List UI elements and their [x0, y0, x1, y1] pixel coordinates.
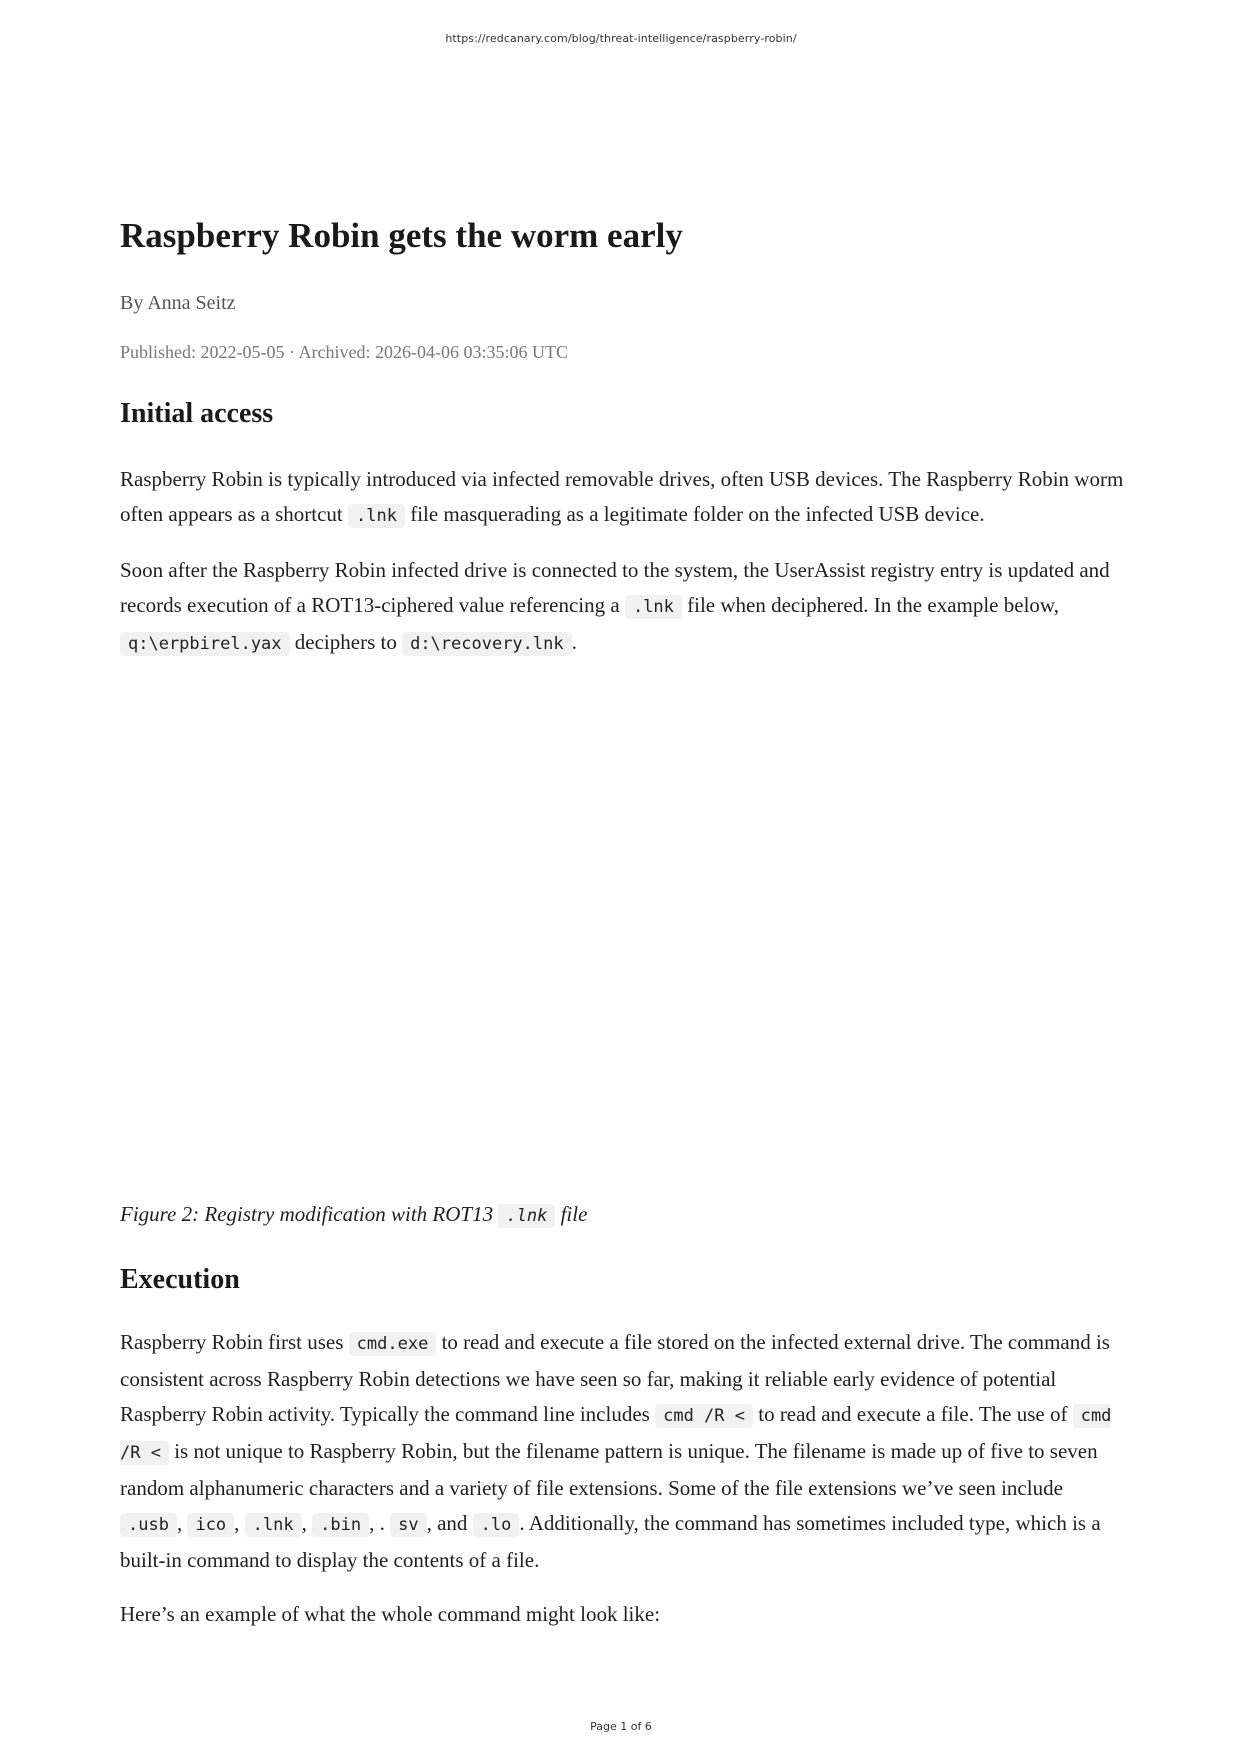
- inline-code: .lnk: [348, 504, 405, 528]
- paragraph-execution-2: Here’s an example of what the whole command might look like:: [120, 1602, 661, 1626]
- section-heading-execution: Execution: [120, 1264, 240, 1295]
- paragraph-execution-1: [120, 1325, 1125, 1578]
- text-run: ,: [301, 1511, 313, 1535]
- inline-code: d:\recovery.lnk: [402, 632, 572, 656]
- figure-caption: [120, 1197, 587, 1234]
- text-run: ,: [176, 1511, 188, 1535]
- article-byline: By Anna Seitz: [120, 292, 236, 314]
- inline-code: cmd /R <: [120, 1406, 1112, 1463]
- text-run: .: [571, 630, 577, 654]
- inline-code: .lnk: [245, 1513, 302, 1537]
- page-number: Page 1 of 6: [590, 1720, 652, 1733]
- inline-code: sv: [390, 1513, 426, 1537]
- text-run: Raspberry Robin first uses: [120, 1330, 349, 1354]
- text-run: , .: [369, 1511, 391, 1535]
- inline-code: .lnk: [625, 595, 682, 619]
- inline-code: .usb: [120, 1513, 177, 1537]
- text-run: file when deciphered. In the example below,: [681, 593, 1059, 617]
- figure-placeholder: [120, 675, 1125, 1175]
- text-run: file: [555, 1202, 588, 1226]
- paragraph-initial-access-2: [120, 553, 1125, 662]
- text-run: to read and execute a file. The use of: [752, 1402, 1073, 1426]
- inline-code: .lnk: [498, 1204, 555, 1228]
- inline-code: .lo: [473, 1513, 520, 1537]
- text-run: Soon after the Raspberry Robin infected drive is connected to the system, the UserAssist registry entry is updated and records execution of a ROT13-ciphered value referencing a: [120, 558, 1110, 617]
- inline-code: cmd.exe: [349, 1332, 437, 1356]
- text-run: Raspberry Robin is typically introduced via infected removable drives, often USB devices. The Raspberry Robin worm often appears as a shortcut: [120, 467, 1124, 526]
- article-meta: Published: 2022-05-05 · Archived: 2026-04-06 03:35:06 UTC: [120, 342, 568, 362]
- section-heading-initial-access: Initial access: [120, 398, 274, 429]
- text-run: deciphers to: [289, 630, 403, 654]
- page-url: https://redcanary.com/blog/threat-intelligence/raspberry-robin/: [445, 32, 797, 45]
- text-run: to read and execute a file stored on the infected external drive. The command is consistent across Raspberry Robin detections we have seen so far, making it reliable early evidence of potential Raspberry Robin activity. Typically the command line includes: [120, 1330, 1110, 1426]
- text-run: Figure 2: Registry modification with ROT13: [120, 1202, 499, 1226]
- text-run: , and: [426, 1511, 473, 1535]
- text-run: file masquerading as a legitimate folder on the infected USB device.: [404, 502, 985, 526]
- inline-code: .bin: [312, 1513, 369, 1537]
- text-run: . Additionally, the command has sometimes included type, which is a built-in command to display the contents of a file.: [120, 1511, 1101, 1572]
- article-title: Raspberry Robin gets the worm early: [120, 216, 683, 255]
- inline-code: q:\erpbirel.yax: [120, 632, 290, 656]
- text-run: is not unique to Raspberry Robin, but the filename pattern is unique. The filename is made up of five to seven random alphanumeric characters and a variety of file extensions. Some of the file extensions we’ve seen include: [120, 1439, 1098, 1500]
- inline-code: ico: [187, 1513, 234, 1537]
- inline-code: cmd /R <: [655, 1404, 753, 1428]
- paragraph-initial-access-1: [120, 462, 1125, 534]
- text-run: ,: [234, 1511, 245, 1535]
